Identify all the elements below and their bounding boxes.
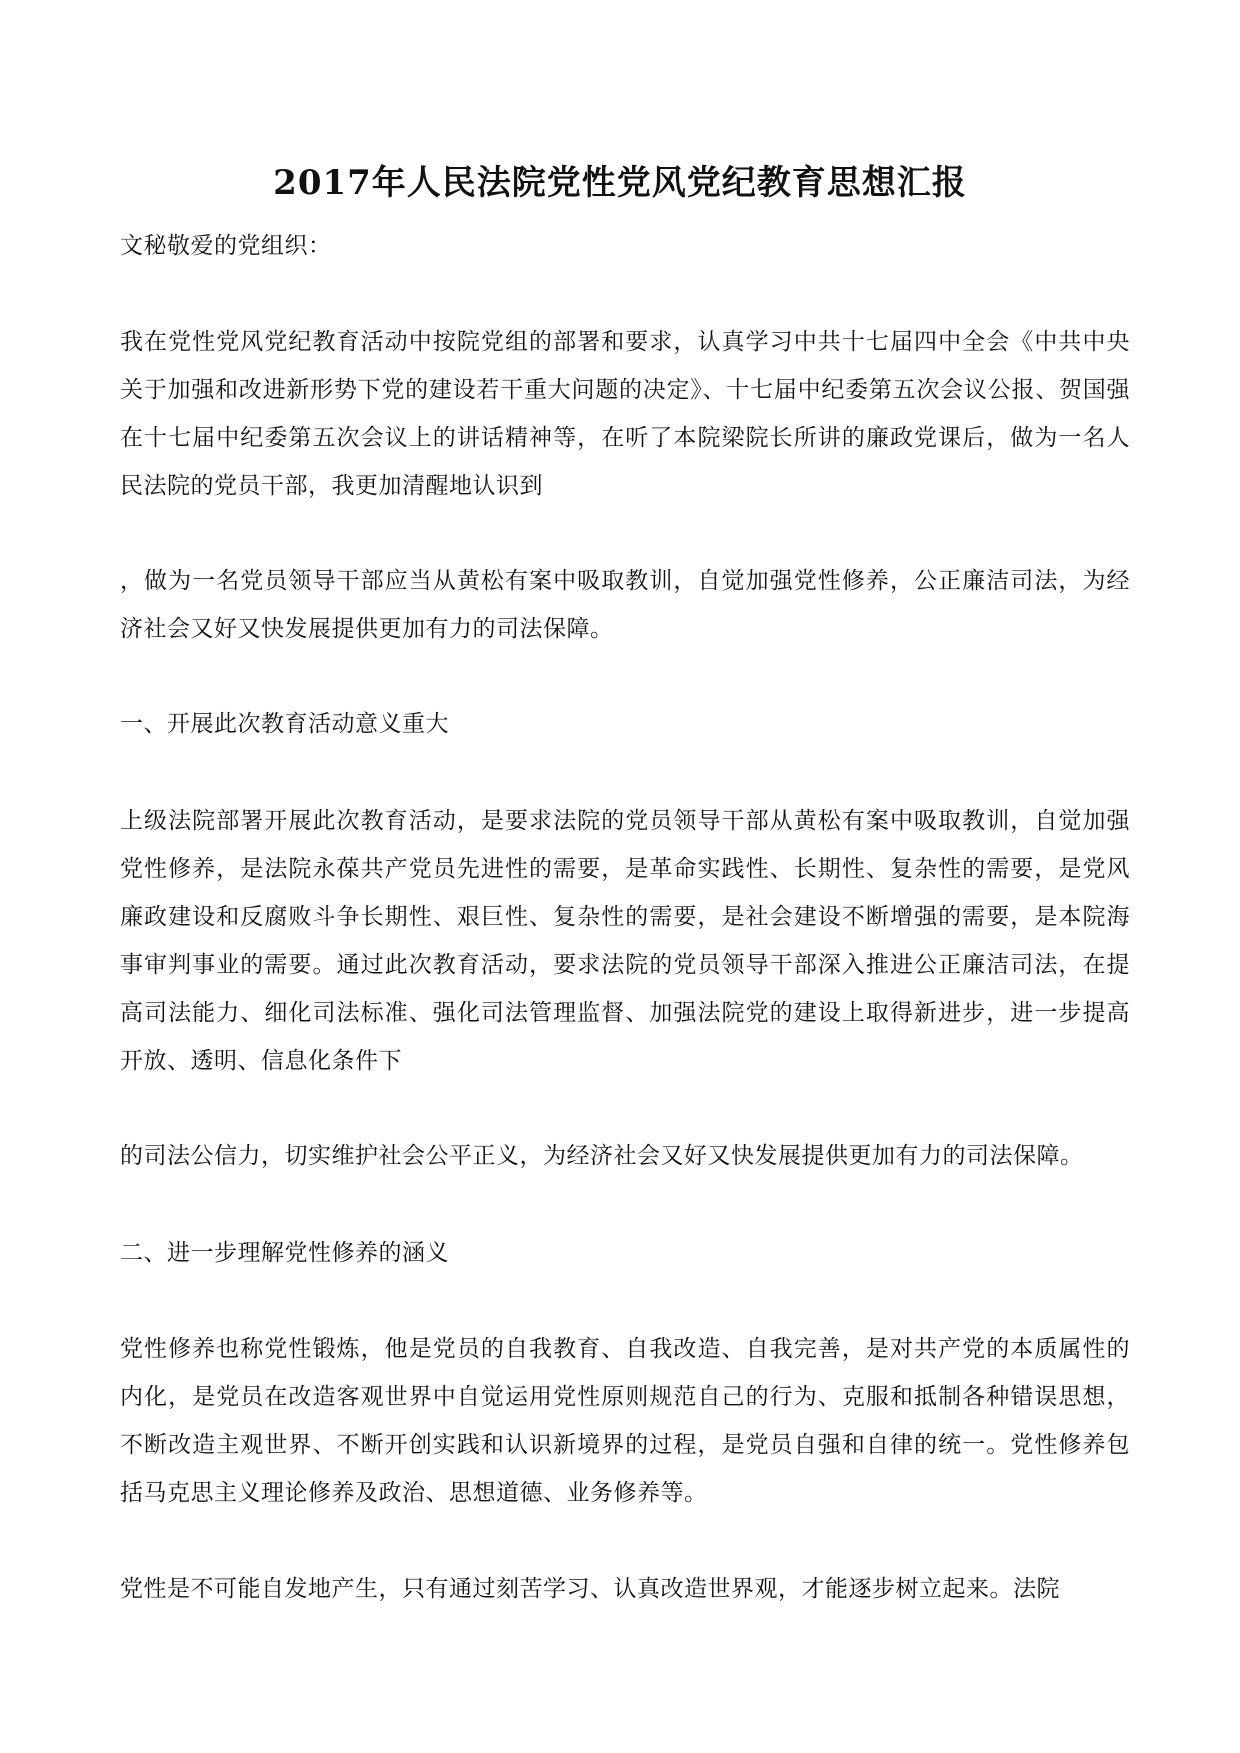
- document-title: 2017年人民法院党性党风党纪教育思想汇报: [273, 163, 967, 203]
- paragraph-section-1-continued: 的司法公信力，切实维护社会公平正义，为经济社会又好又快发展提供更加有力的司法保障。: [120, 1143, 1084, 1169]
- paragraph-section-2: 党性修养也称党性锻炼，他是党员的自我教育、自我改造、自我完善，是对共产党的本质属性的内化，是党员在改造客观世界中自觉运用党性原则规范自己的行为、克服和抵制各种错误思想，不断改造主观世界、不断开创实践和认识新境界的过程，是党员自强和自律的统一。党性修养包括马克思主义理论修养及政治、思想道德、业务修养等。: [120, 1336, 1130, 1506]
- section-heading-1: 一、开展此次教育活动意义重大: [120, 711, 449, 737]
- section-heading-2: 二、进一步理解党性修养的涵义: [120, 1240, 449, 1266]
- salutation: 文秘敬爱的党组织：: [120, 233, 332, 259]
- paragraph-conclusion: ，做为一名党员领导干部应当从黄松有案中吸取教训，自觉加强党性修养，公正廉洁司法，为经济社会又好又快发展提供更加有力的司法保障。: [120, 568, 1130, 642]
- paragraph-section-1: 上级法院部署开展此次教育活动，是要求法院的党员领导干部从黄松有案中吸取教训，自觉加强党性修养，是法院永葆共产党员先进性的需要，是革命实践性、长期性、复杂性的需要，是党风廉政建设和反腐败斗争长期性、艰巨性、复杂性的需要，是社会建设不断增强的需要，是本院海事审判事业的需要。通过此次教育活动，要求法院的党员领导干部深入推进公正廉洁司法，在提高司法能力、细化司法标准、强化司法管理监督、加强法院党的建设上取得新进步，进一步提高开放、透明、信息化条件下: [120, 808, 1130, 1074]
- paragraph-section-2-continued: 党性是不可能自发地产生，只有通过刻苦学习、认真改造世界观，才能逐步树立起来。法院: [120, 1576, 1060, 1602]
- paragraph-intro: 我在党性党风党纪教育活动中按院党组的部署和要求，认真学习中共十七届四中全会《中共中央关于加强和改进新形势下党的建设若干重大问题的决定》、十七届中纪委第五次会议公报、贺国强在十七届中纪委第五次会议上的讲话精神等，在听了本院梁院长所讲的廉政党课后，做为一名人民法院的党员干部，我更加清醒地认识到: [120, 329, 1130, 499]
